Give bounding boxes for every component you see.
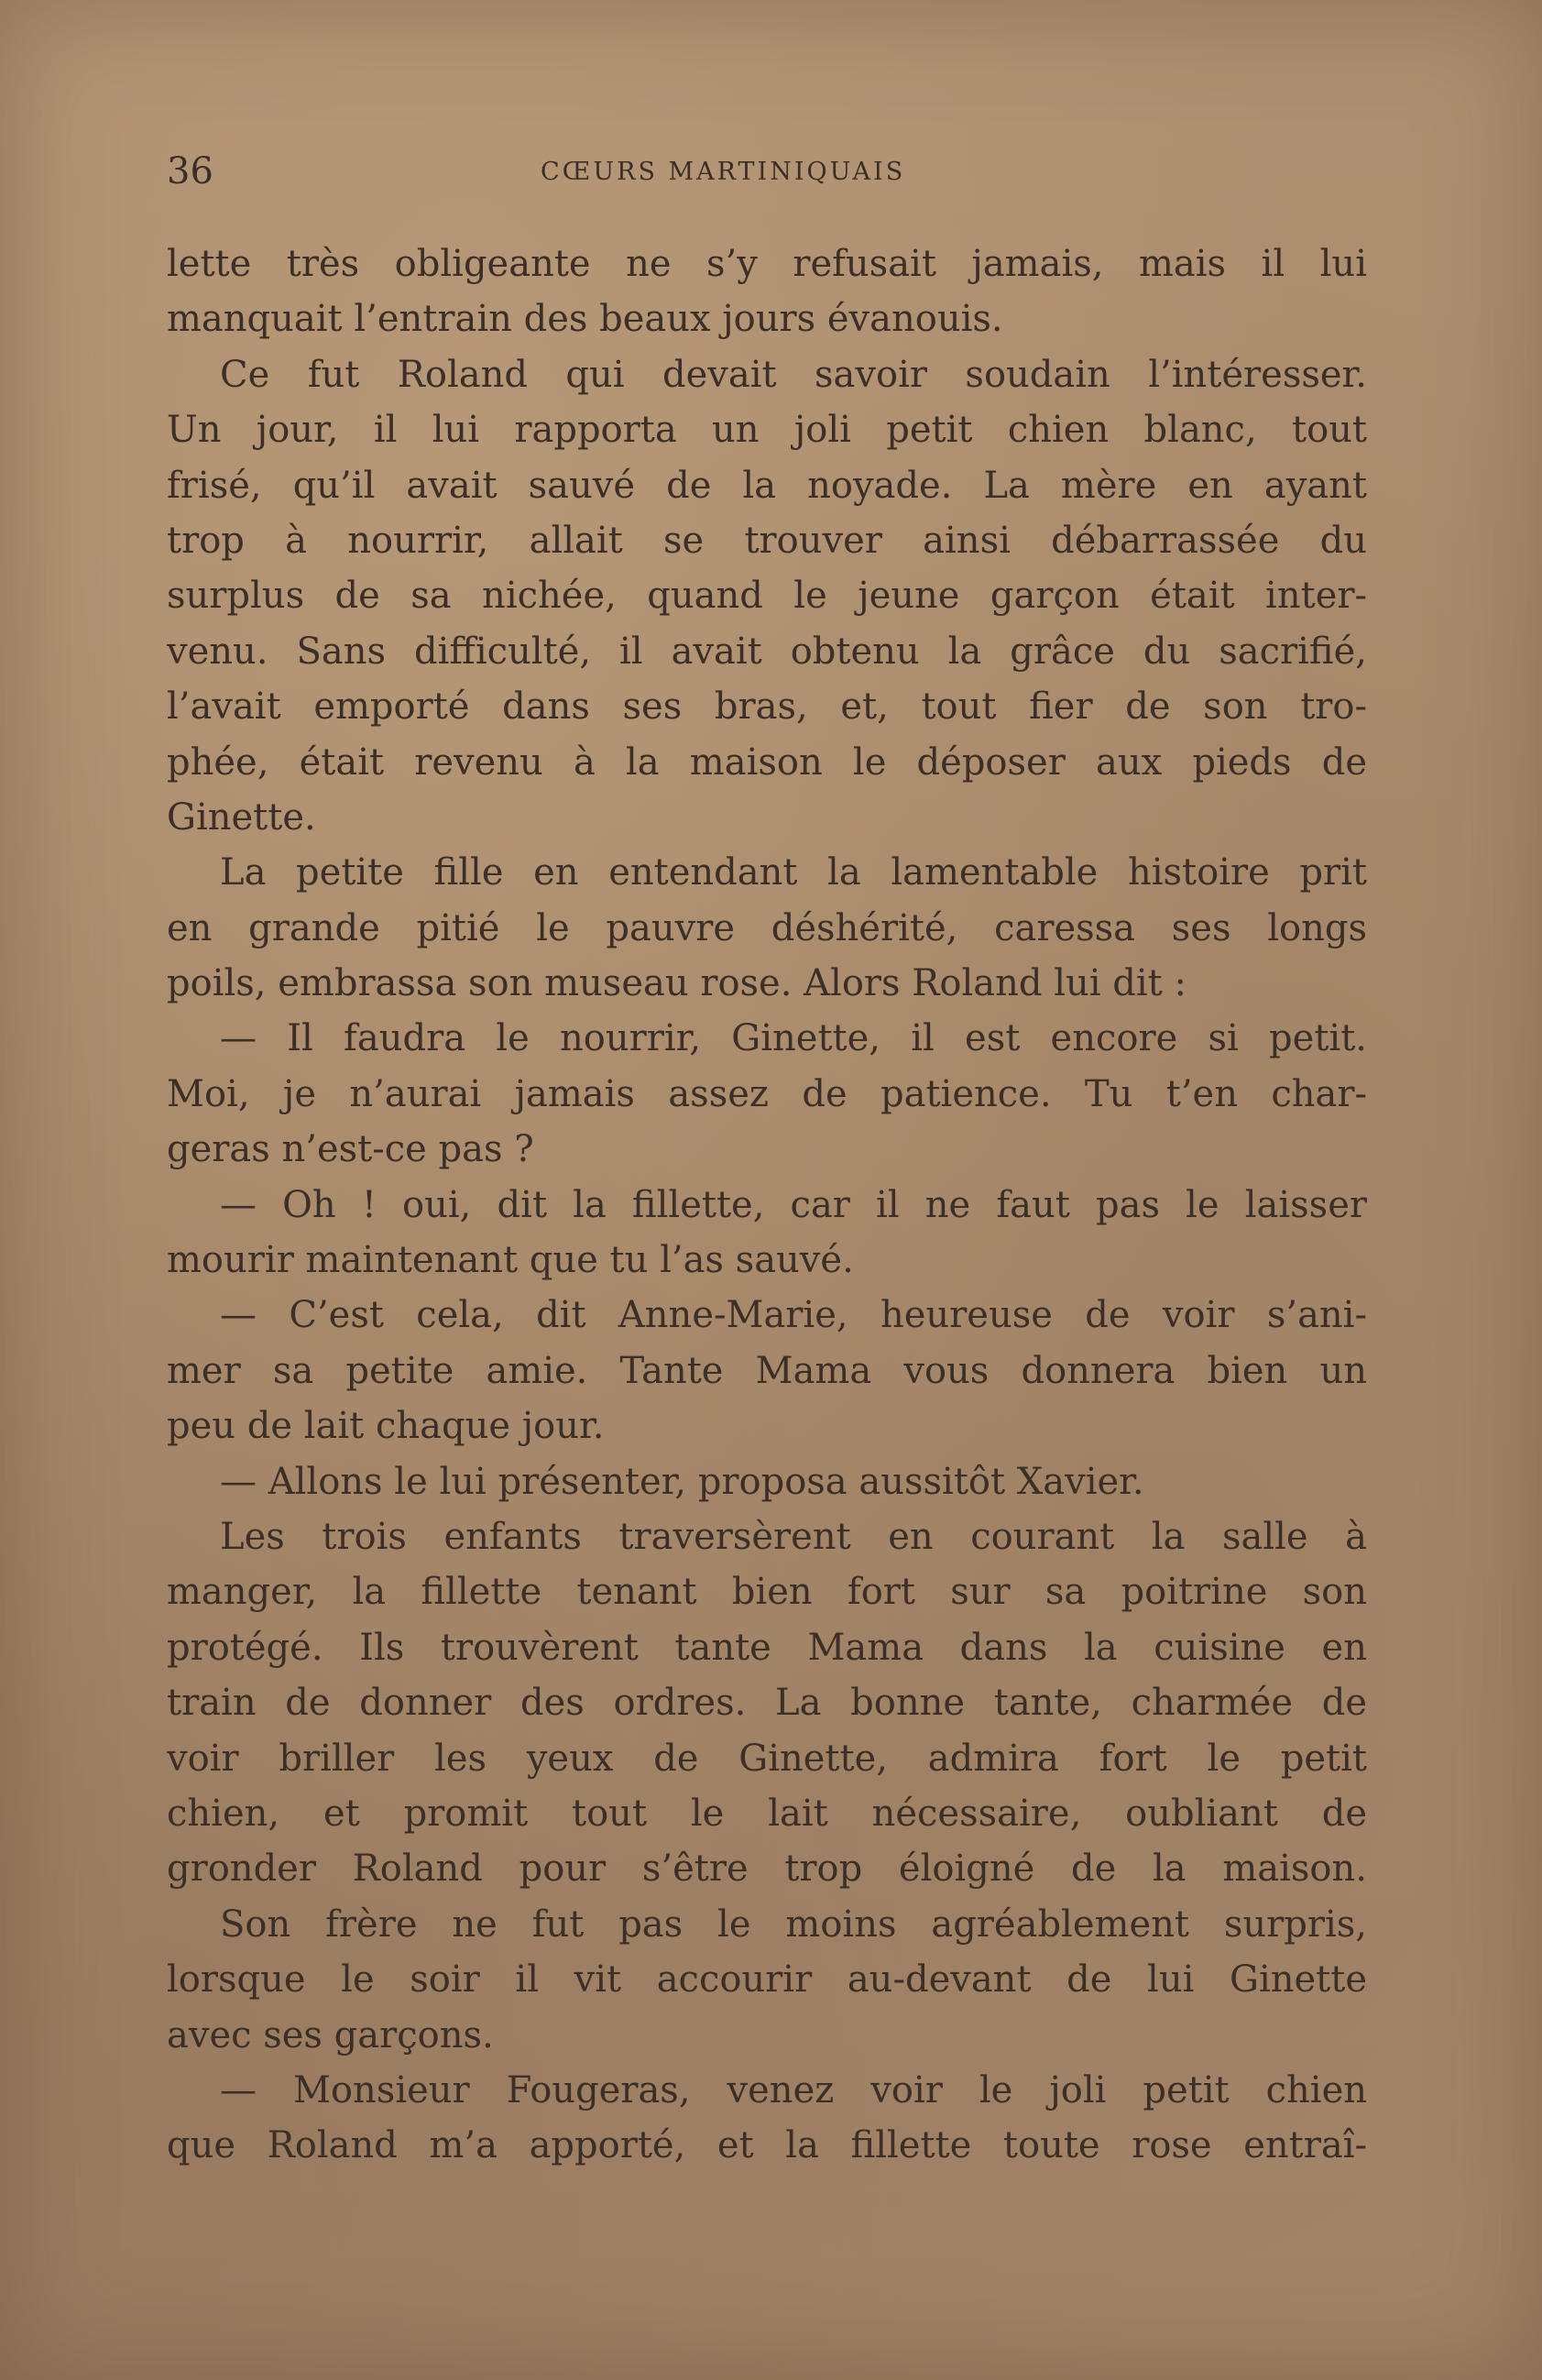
body-text (167, 236, 1367, 2174)
text-line: — Monsieur Fougeras, venez voir le joli petit chien (220, 2068, 1367, 2111)
running-title: CŒURS MARTINIQUAIS (541, 158, 906, 186)
text-line: geras n’est-ce pas ? (167, 1128, 534, 1171)
text-line: voir briller les yeux de Ginette, admira fort le petit (167, 1737, 1367, 1780)
text-line: poils, embrassa son museau rose. Alors Roland lui dit : (167, 962, 1187, 1005)
text-line: Un jour, il lui rapporta un joli petit chien blanc, tout (167, 409, 1367, 452)
page-number: 36 (167, 150, 213, 192)
text-line: peu de lait chaque jour. (167, 1405, 605, 1448)
text-line: manquait l’entrain des beaux jours évanouis. (167, 298, 1003, 341)
text-line: Ce fut Roland qui devait savoir soudain l’intéresser. (220, 353, 1367, 396)
text-line: — Allons le lui présenter, proposa aussitôt Xavier. (220, 1460, 1144, 1503)
text-line: que Roland m’a apporté, et la fillette toute rose entraî- (167, 2124, 1367, 2167)
text-line: avec ses garçons. (167, 2013, 494, 2056)
text-line: lorsque le soir il vit accourir au-devant de lui Ginette (167, 1958, 1367, 2002)
text-line: Moi, je n’aurai jamais assez de patience. Tu t’en char- (167, 1072, 1367, 1115)
text-line: surplus de sa nichée, quand le jeune garçon était inter- (167, 575, 1367, 618)
text-line: — Il faudra le nourrir, Ginette, il est encore si petit. (220, 1017, 1367, 1060)
text-line: — C’est cela, dit Anne-Marie, heureuse de voir s’ani- (220, 1294, 1367, 1337)
text-line: gronder Roland pour s’être trop éloigné de la maison. (167, 1848, 1367, 1891)
text-line: La petite fille en entendant la lamentable histoire prit (220, 851, 1367, 894)
running-head (167, 148, 1376, 194)
text-line: protégé. Ils trouvèrent tante Mama dans la cuisine en (167, 1626, 1367, 1669)
text-line: train de donner des ordres. La bonne tante, charmée de (167, 1682, 1367, 1725)
text-line: mourir maintenant que tu l’as sauvé. (167, 1239, 854, 1282)
text-line: frisé, qu’il avait sauvé de la noyade. La mère en ayant (167, 464, 1367, 507)
text-line: Les trois enfants traversèrent en courant la salle à (220, 1515, 1367, 1558)
text-line: mer sa petite amie. Tante Mama vous donnera bien un (167, 1349, 1367, 1392)
text-line: trop à nourrir, allait se trouver ainsi débarrassée du (167, 519, 1367, 562)
text-line: — Oh ! oui, dit la fillette, car il ne faut pas le laisser (220, 1183, 1367, 1226)
text-line: Son frère ne fut pas le moins agréablement surpris, (220, 1903, 1367, 1946)
text-line: manger, la fillette tenant bien fort sur sa poitrine son (167, 1571, 1367, 1614)
text-line: venu. Sans difficulté, il avait obtenu la grâce du sacrifié, (167, 630, 1367, 673)
text-line: l’avait emporté dans ses bras, et, tout fier de son tro- (167, 685, 1367, 729)
text-line: lette très obligeante ne s’y refusait jamais, mais il lui (167, 243, 1367, 285)
text-line: en grande pitié le pauvre déshérité, caressa ses longs (167, 906, 1367, 949)
text-line: chien, et promit tout le lait nécessaire, oubliant de (167, 1792, 1367, 1835)
text-line: Ginette. (167, 795, 316, 839)
text-line: phée, était revenu à la maison le déposer aux pieds de (167, 740, 1367, 784)
